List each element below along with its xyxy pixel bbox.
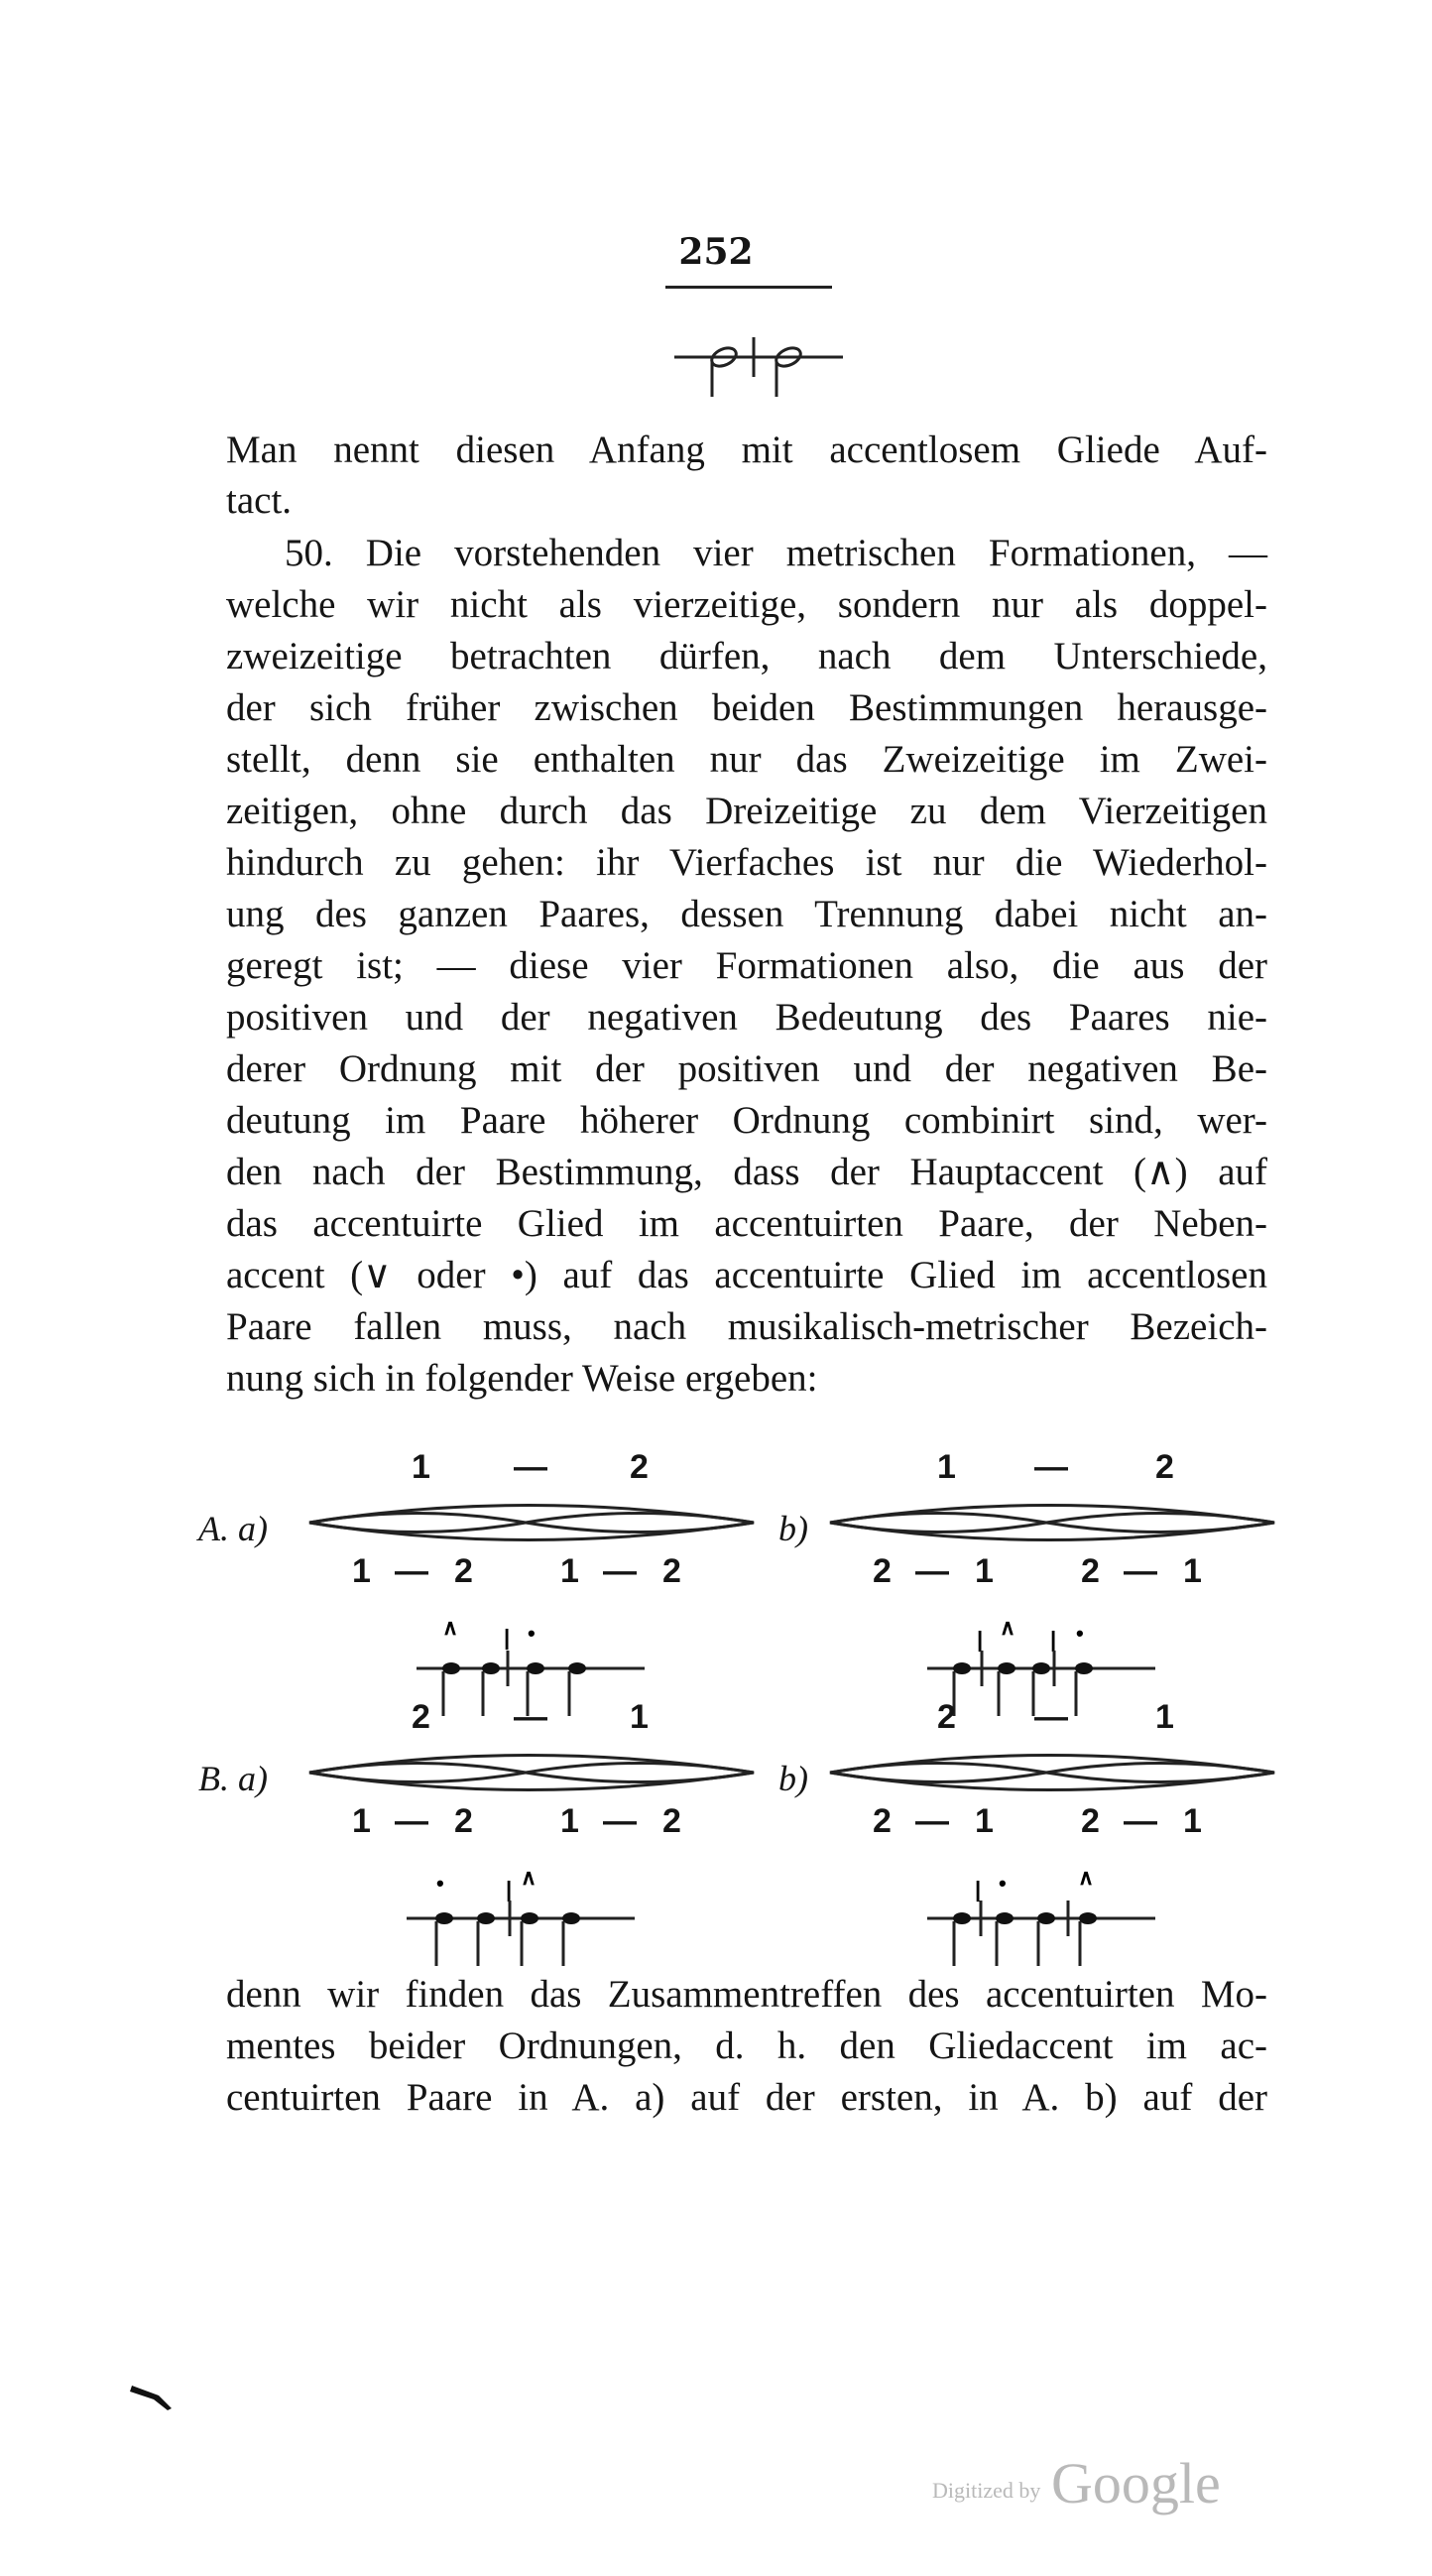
- bottom-numeral: 1: [560, 1552, 579, 1590]
- diagram-label: A. a): [198, 1509, 268, 1548]
- diagram-label: b): [778, 1509, 808, 1548]
- bottom-numeral: 2: [454, 1802, 473, 1840]
- top-dash: —: [1034, 1448, 1068, 1486]
- top-dash: —: [514, 1698, 547, 1736]
- bottom-dash: —: [915, 1552, 949, 1590]
- closing-line: centuirten Paare in A. a) auf der ersten, in A. b) auf der: [226, 2076, 1267, 2119]
- bottom-numeral: 2: [1081, 1552, 1100, 1590]
- accent-mark: •: [436, 1871, 444, 1896]
- bottom-numeral: 1: [975, 1802, 994, 1840]
- bottom-numeral: 1: [352, 1802, 371, 1840]
- paragraph-line: hindurch zu gehen: ihr Vierfaches ist nur die Wiederhol-: [226, 841, 1267, 884]
- diagram-A-a: [198, 1448, 764, 1736]
- bottom-numeral: 1: [1183, 1802, 1202, 1840]
- bottom-dash: —: [603, 1802, 637, 1840]
- paragraph-line: zeitigen, ohne durch das Dreizeitige zu dem Vierzeitigen: [226, 790, 1267, 832]
- note-figure: [927, 1857, 1155, 1986]
- paragraph-line: ung des ganzen Paares, dessen Trennung dabei nicht an-: [226, 893, 1267, 935]
- pair-arcs: [818, 1488, 1294, 1557]
- paragraph-line: nung sich in folgender Weise ergeben:: [226, 1357, 818, 1400]
- bottom-dash: —: [1124, 1552, 1157, 1590]
- page-number-rule: [665, 286, 832, 289]
- bottom-dash: —: [1124, 1802, 1157, 1840]
- paragraph-line: der sich früher zwischen beiden Bestimmungen herausge-: [226, 686, 1267, 729]
- top-numeral: 2: [412, 1698, 430, 1736]
- upbeat-note-figure: [645, 327, 843, 407]
- diagram-label: B. a): [198, 1759, 268, 1798]
- paragraph-line: zweizeitige betrachten dürfen, nach dem Unterschiede,: [226, 635, 1267, 677]
- bottom-dash: —: [915, 1802, 949, 1840]
- accent-mark: |: [1050, 1627, 1057, 1652]
- bottom-numeral: 2: [662, 1552, 681, 1590]
- top-numeral: 1: [1155, 1698, 1174, 1736]
- bottom-numeral: 2: [873, 1552, 892, 1590]
- bottom-numeral: 2: [1081, 1802, 1100, 1840]
- diagram-B-a: [198, 1698, 764, 1986]
- intro-line: tact.: [226, 479, 293, 522]
- page-number: 252: [678, 231, 754, 273]
- accent-mark: |: [504, 1625, 511, 1650]
- note-figure: [407, 1857, 635, 1986]
- bottom-numeral: 2: [454, 1552, 473, 1590]
- bottom-numeral: 2: [873, 1802, 892, 1840]
- accent-mark: •: [1076, 1621, 1084, 1646]
- bottom-numeral: 1: [560, 1802, 579, 1840]
- paragraph-line: Paare fallen muss, nach musikalisch-metrischer Bezeich-: [226, 1305, 1267, 1348]
- diagram-label: b): [778, 1759, 808, 1798]
- top-dash: —: [1034, 1698, 1068, 1736]
- bottom-dash: —: [395, 1802, 428, 1840]
- bottom-dash: —: [603, 1552, 637, 1590]
- accent-mark: |: [506, 1877, 513, 1901]
- paragraph-line: deutung im Paare höherer Ordnung combinirt sind, wer-: [226, 1099, 1267, 1142]
- accent-mark: ∧: [442, 1615, 459, 1640]
- top-numeral: 1: [937, 1448, 956, 1486]
- bottom-numeral: 1: [1183, 1552, 1202, 1590]
- top-numeral: 1: [412, 1448, 430, 1486]
- diagram-B-b: [778, 1698, 1304, 1986]
- top-dash: —: [514, 1448, 547, 1486]
- bottom-numeral: 2: [662, 1802, 681, 1840]
- bottom-numeral: 1: [352, 1552, 371, 1590]
- accent-mark: •: [528, 1621, 536, 1646]
- paragraph-line: 50. Die vorstehenden vier metrischen Formationen, —: [285, 532, 1267, 574]
- closing-line: mentes beider Ordnungen, d. h. den Gliedaccent im ac-: [226, 2024, 1267, 2067]
- accent-mark: ∧: [521, 1865, 537, 1890]
- paragraph-line: positiven und der negativen Bedeutung des Paares nie-: [226, 996, 1267, 1039]
- top-numeral: 2: [937, 1698, 956, 1736]
- paragraph-line: derer Ordnung mit der positiven und der negativen Be-: [226, 1047, 1267, 1090]
- bottom-numeral: 1: [975, 1552, 994, 1590]
- accent-mark: |: [975, 1877, 982, 1901]
- scan-artifact: [124, 2376, 183, 2415]
- paragraph-line: accent (∨ oder •) auf das accentuirte Glied im accentlosen: [226, 1254, 1267, 1296]
- top-numeral: 1: [630, 1698, 649, 1736]
- closing-line: denn wir finden das Zusammentreffen des accentuirten Mo-: [226, 1973, 1267, 2016]
- paragraph-line: den nach der Bestimmung, dass der Hauptaccent (∧) auf: [226, 1151, 1267, 1193]
- pair-arcs: [298, 1488, 774, 1557]
- bottom-dash: —: [395, 1552, 428, 1590]
- paragraph-line: das accentuirte Glied im accentuirten Paare, der Neben-: [226, 1202, 1267, 1245]
- paragraph-line: geregt ist; — diese vier Formationen also, die aus der: [226, 944, 1267, 987]
- intro-line: Man nennt diesen Anfang mit accentlosem Gliede Auf-: [226, 429, 1267, 471]
- paragraph-line: welche wir nicht als vierzeitige, sondern nur als doppel-: [226, 583, 1267, 626]
- paragraph-line: stellt, denn sie enthalten nur das Zweizeitige im Zwei-: [226, 738, 1267, 781]
- pair-arcs: [818, 1738, 1294, 1807]
- accent-mark: ∧: [1078, 1865, 1095, 1890]
- diagram-A-b: [778, 1448, 1304, 1736]
- accent-mark: |: [977, 1627, 984, 1652]
- digitized-by-text: Digitized by: [932, 2478, 1041, 2503]
- accent-mark: •: [999, 1871, 1007, 1896]
- pair-arcs: [298, 1738, 774, 1807]
- top-numeral: 2: [1155, 1448, 1174, 1486]
- google-watermark-logo: Google: [1051, 2451, 1221, 2515]
- top-numeral: 2: [630, 1448, 649, 1486]
- accent-mark: ∧: [1000, 1615, 1016, 1640]
